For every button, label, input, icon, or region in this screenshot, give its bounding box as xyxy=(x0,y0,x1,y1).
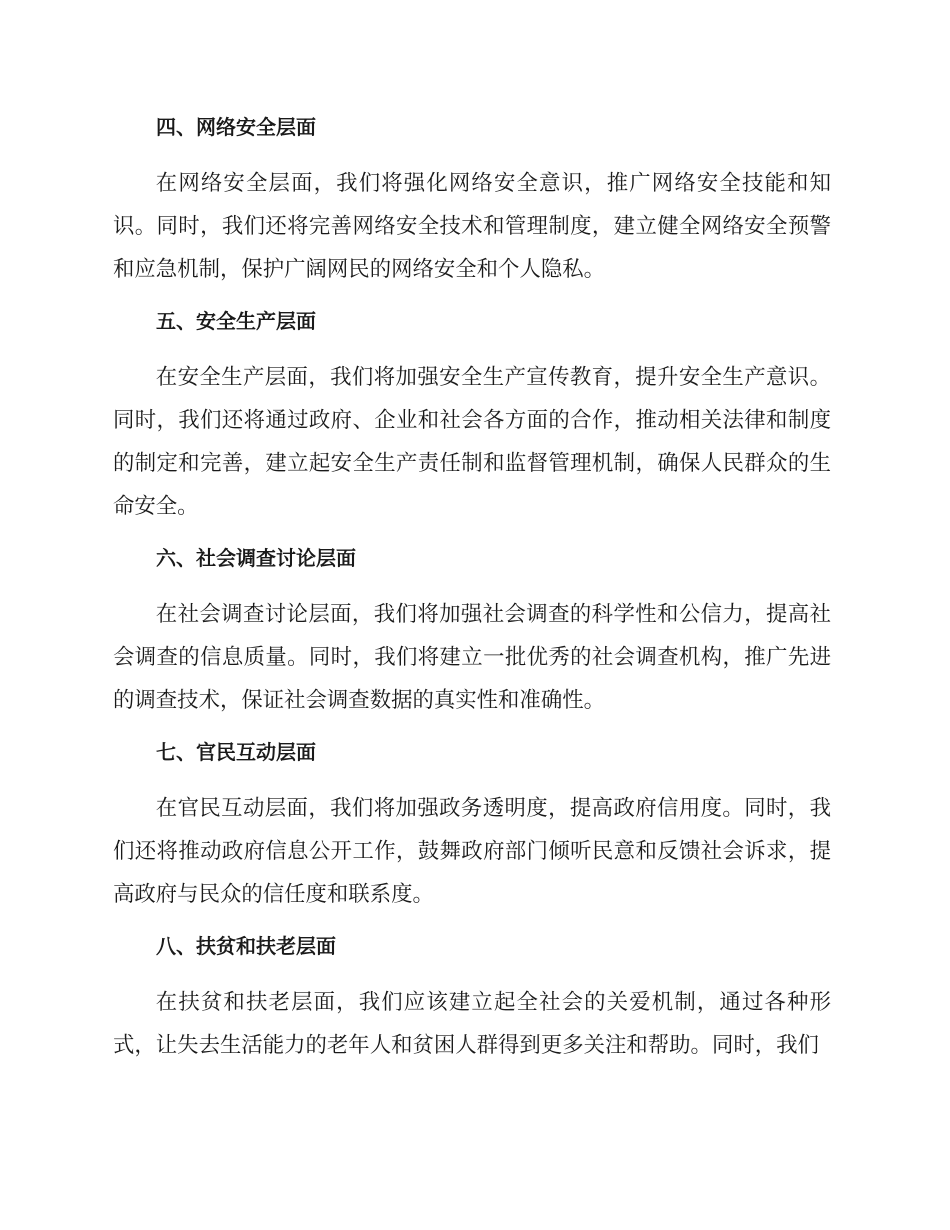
section-body-production-safety: 在安全生产层面，我们将加强安全生产宣传教育，提升安全生产意识。同时，我们还将通过政府、企业和社会各方面的合作，推动相关法律和制度的制定和完善，建立起安全生产责任制和监督管理机制，确保人民群众的生命安全。 xyxy=(113,365,831,519)
section-heading-poverty-elderly-aid: 八、扶贫和扶老层面 xyxy=(156,934,336,958)
section-heading-official-citizen-interaction: 七、官民互动层面 xyxy=(156,740,316,764)
section-heading-social-survey: 六、社会调查讨论层面 xyxy=(156,546,356,570)
section-body-social-survey: 在社会调查讨论层面，我们将加强社会调查的科学性和公信力，提高社会调查的信息质量。同时，我们将建立一批优秀的社会调查机构，推广先进的调查技术，保证社会调查数据的真实性和准确性。 xyxy=(113,602,831,713)
section-body-poverty-elderly-aid: 在扶贫和扶老层面，我们应该建立起全社会的关爱机制，通过各种形式，让失去生活能力的老年人和贫困人群得到更多关注和帮助。同时，我们 xyxy=(113,990,831,1058)
section-body-official-citizen-interaction: 在官民互动层面，我们将加强政务透明度，提高政府信用度。同时，我们还将推动政府信息公开工作，鼓舞政府部门倾听民意和反馈社会诉求，提高政府与民众的信任度和联系度。 xyxy=(113,796,831,907)
section-heading-production-safety: 五、安全生产层面 xyxy=(156,309,316,333)
section-body-network-security: 在网络安全层面，我们将强化网络安全意识，推广网络安全技能和知识。同时，我们还将完善网络安全技术和管理制度，建立健全网络安全预警和应急机制，保护广阔网民的网络安全和个人隐私。 xyxy=(113,171,831,282)
section-heading-network-security: 四、网络安全层面 xyxy=(156,115,316,139)
